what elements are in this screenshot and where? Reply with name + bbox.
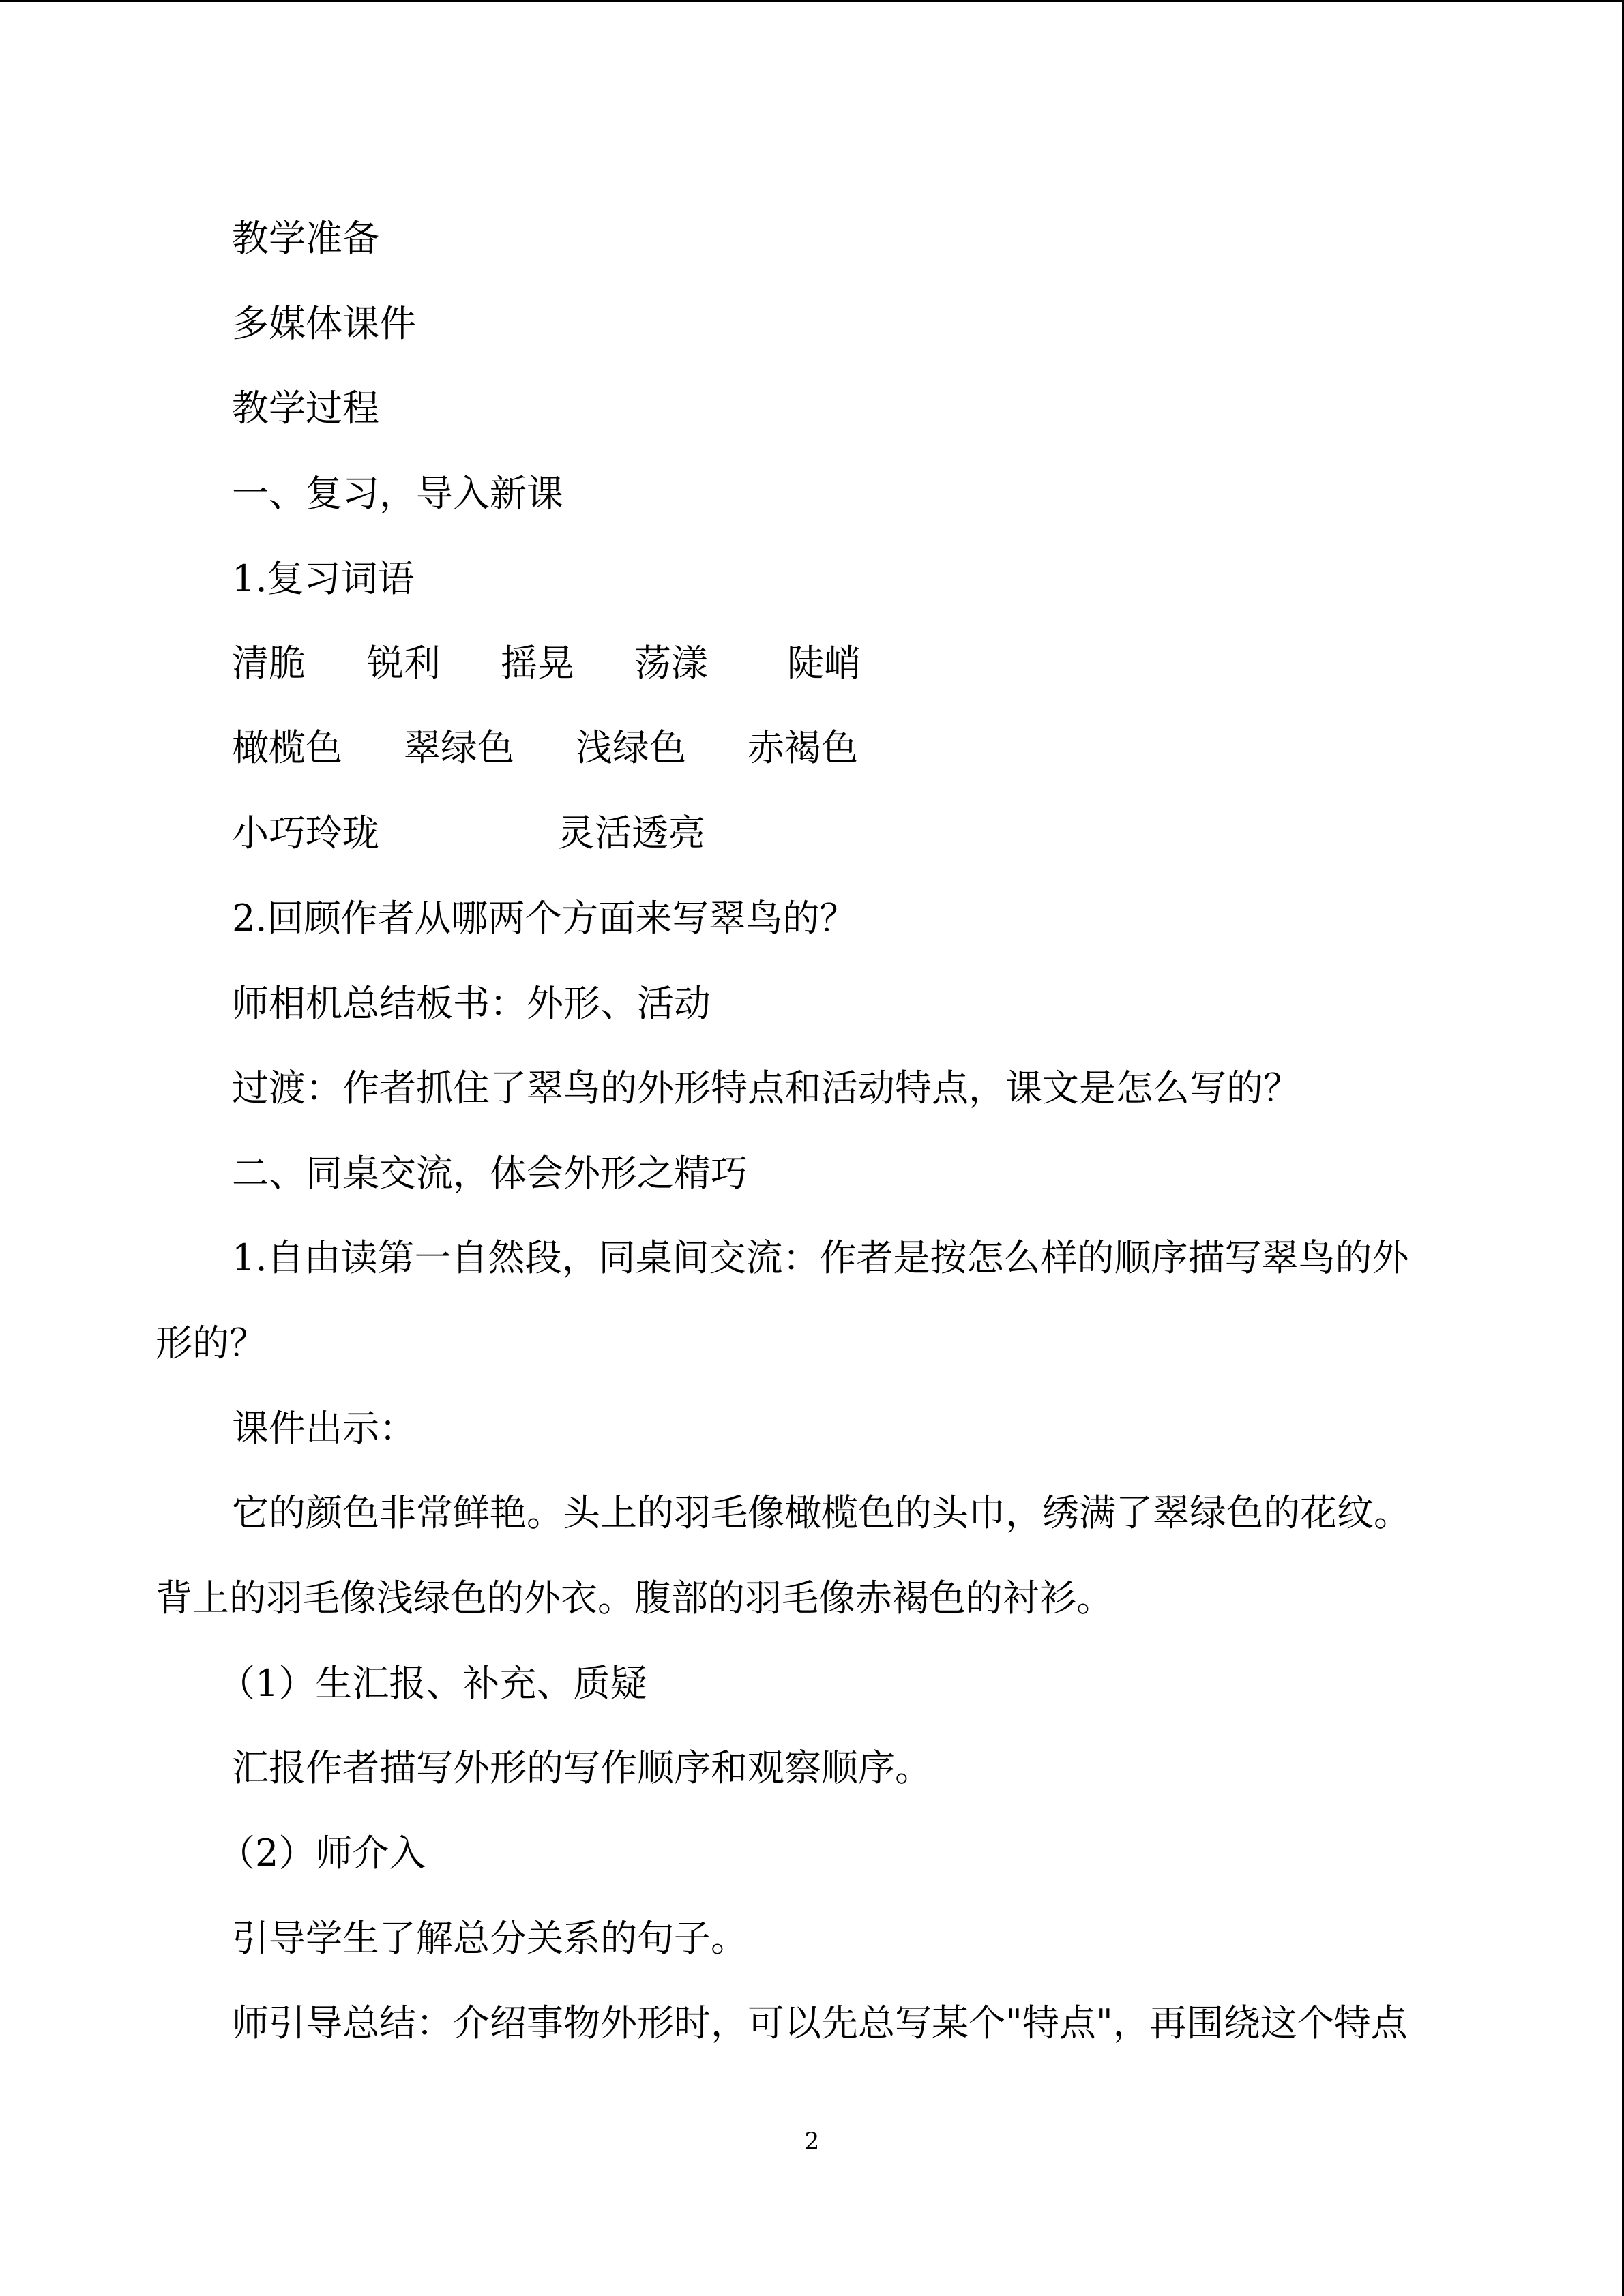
text-multimedia-courseware: 多媒体课件	[232, 302, 416, 345]
text-report-order: 汇报作者描写外形的写作顺序和观察顺序。	[232, 1746, 932, 1789]
vocab-word: 赤褐色	[748, 726, 858, 769]
vocab-word: 摇晃	[501, 642, 574, 685]
text-transition: 过渡：作者抓住了翠鸟的外形特点和活动特点，课文是怎么写的？	[232, 1067, 1300, 1109]
heading-teaching-preparation: 教学准备	[232, 217, 379, 260]
page-border-top	[0, 0, 1624, 2]
heading-teaching-process: 教学过程	[232, 387, 379, 430]
vocab-word: 小巧玲珑	[232, 811, 379, 854]
section-heading-exchange: 二、同桌交流，体会外形之精巧	[232, 1152, 748, 1195]
text-teacher-summary: 师引导总结：介绍事物外形时，可以先总写某个"特点"，再围绕这个特点	[232, 2001, 1408, 2044]
text-step-1: （1）生汇报、补充、质疑	[218, 1662, 647, 1705]
section-heading-review: 一、复习，导入新课	[232, 472, 563, 515]
text-guide-sentences: 引导学生了解总分关系的句子。	[232, 1917, 748, 1960]
vocab-word: 清脆	[232, 642, 306, 685]
vocab-word: 浅绿色	[576, 726, 686, 769]
text-review-words: 1.复习词语	[232, 557, 415, 600]
text-review-question: 2.回顾作者从哪两个方面来写翠鸟的？	[232, 897, 857, 940]
text-step-2: （2）师介入	[218, 1832, 426, 1875]
text-free-reading: 1.自由读第一自然段，同桌间交流：作者是按怎么样的顺序描写翠鸟的外	[232, 1236, 1409, 1279]
vocab-word: 陡峭	[787, 642, 861, 685]
vocab-word: 灵活透亮	[558, 811, 705, 854]
text-board-summary: 师相机总结板书：外形、活动	[232, 982, 711, 1025]
text-free-reading-cont: 形的？	[156, 1322, 266, 1365]
text-quote-line-1: 它的颜色非常鲜艳。头上的羽毛像橄榄色的头巾，绣满了翠绿色的花纹。	[232, 1491, 1411, 1534]
vocab-word: 翠绿色	[404, 726, 514, 769]
page-number: 2	[804, 2128, 820, 2155]
vocab-word: 橄榄色	[232, 726, 342, 769]
vocab-word: 锐利	[367, 642, 441, 685]
text-courseware-shows: 课件出示：	[232, 1407, 416, 1450]
text-quote-line-2: 背上的羽毛像浅绿色的外衣。腹部的羽毛像赤褐色的衬衫。	[156, 1577, 1113, 1620]
vocab-word: 荡漾	[634, 642, 708, 685]
